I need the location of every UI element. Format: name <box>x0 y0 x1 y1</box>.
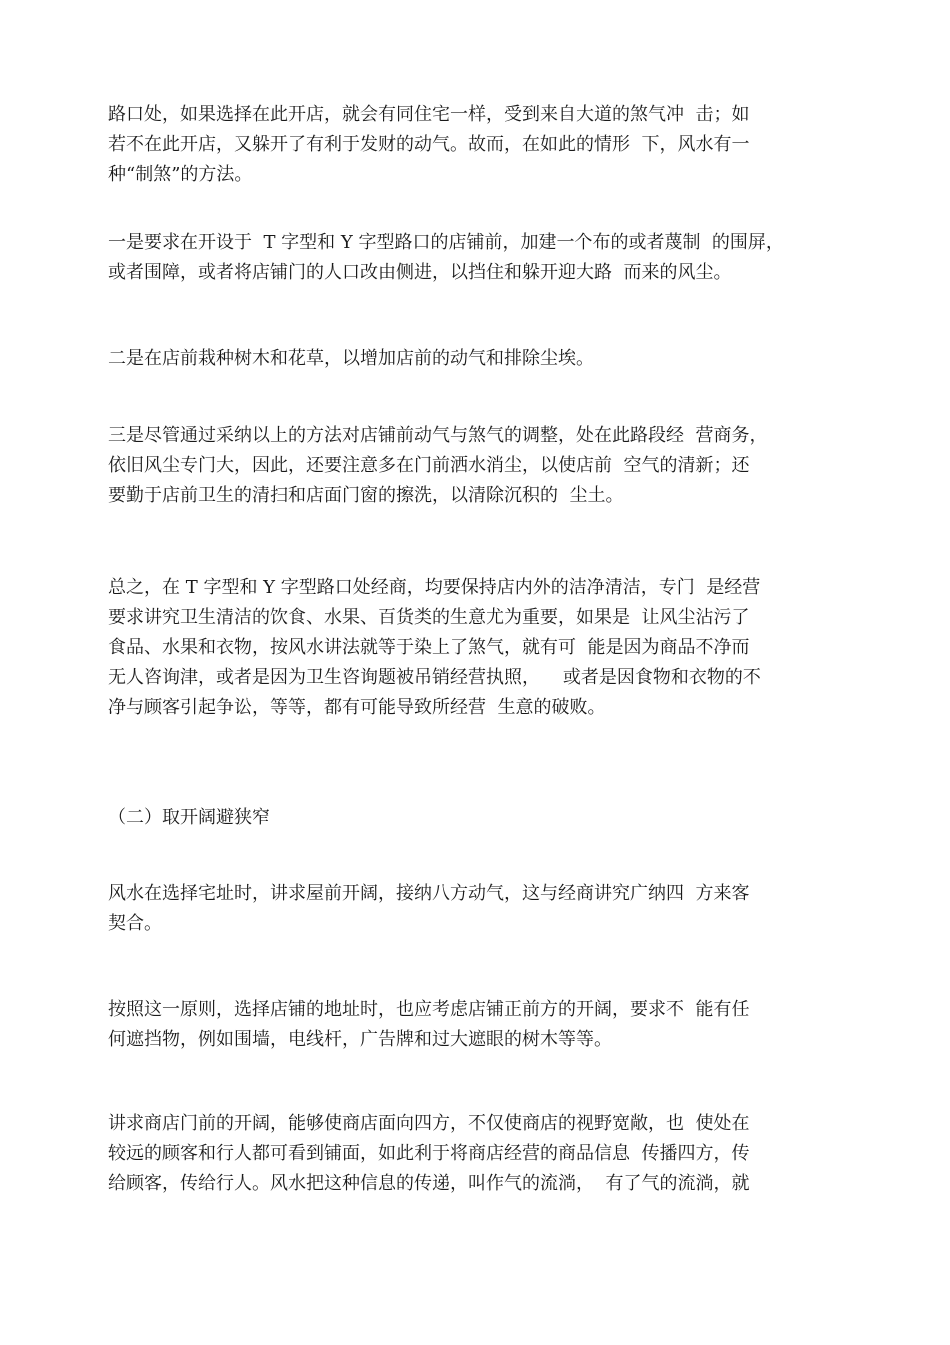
text-line: 较远的顾客和行人都可看到铺面，如此利于将商店经营的商品信息 传播四方，传 <box>108 1143 750 1164</box>
paragraph-method-one <box>108 228 848 288</box>
paragraph-open-front <box>108 879 848 939</box>
paragraph-method-two <box>108 344 848 374</box>
heading-line: （二）取开阔避狭窄 <box>108 807 270 828</box>
text-line: 要求讲究卫生清洁的饮食、水果、百货类的生意尤为重要，如果是 让风尘沾污了 <box>108 607 750 628</box>
paragraph-principle <box>108 995 848 1055</box>
text-line: 风水在选择宅址时，讲求屋前开阔，接纳八方动气，这与经商讲究广纳四 方来客 <box>108 883 750 904</box>
paragraph-intro-crossroad <box>108 100 848 190</box>
text-line: 按照这一原则，选择店铺的地址时，也应考虑店铺正前方的开阔，要求不 能有任 <box>108 999 750 1020</box>
text-line: 何遮挡物，例如围墙，电线杆，广告牌和过大遮眼的树木等等。 <box>108 1029 612 1050</box>
text-line: 总之，在 T 字型和 Y 字型路口处经商，均要保持店内外的洁净清洁，专门 是经营 <box>108 577 761 598</box>
text-line: 无人咨询津，或者是因为卫生咨询题被吊销经营执照， 或者是因食物和衣物的不 <box>108 667 761 688</box>
paragraph-method-three <box>108 421 848 511</box>
text-line: 讲求商店门前的开阔，能够使商店面向四方，不仅使商店的视野宽敞，也 使处在 <box>108 1113 750 1134</box>
text-line: 种“制煞”的方法。 <box>108 164 253 185</box>
text-line: 要勤于店前卫生的清扫和店面门窗的擦洗，以清除沉积的 尘土。 <box>108 485 624 506</box>
text-line: 二是在店前栽种树木和花草，以增加店前的动气和排除尘埃。 <box>108 348 594 369</box>
text-line: 三是尽管通过采纳以上的方法对店铺前动气与煞气的调整，处在此路段经 营商务， <box>108 425 768 446</box>
text-line: 给顾客，传给行人。风水把这种信息的传递，叫作气的流淌， 有了气的流淌，就 <box>108 1173 750 1194</box>
text-line: 一是要求在开设于 T 字型和 Y 字型路口的店铺前，加建一个布的或者蔑制 的围屏， <box>108 232 784 253</box>
text-line: 依旧风尘专门大，因此，还要注意多在门前洒水消尘，以使店前 空气的清新；还 <box>108 455 750 476</box>
paragraph-summary <box>108 573 848 723</box>
text-line: 或者围障，或者将店铺门的人口改由侧进，以挡住和躲开迎大路 而来的风尘。 <box>108 262 732 283</box>
text-line: 净与顾客引起争讼，等等，都有可能导致所经营 生意的破败。 <box>108 697 606 718</box>
text-line: 食品、水果和衣物，按风水讲法就等于染上了煞气，就有可 能是因为商品不净而 <box>108 637 750 658</box>
paragraph-visibility <box>108 1109 848 1199</box>
text-line: 路口处，如果选择在此开店，就会有同住宅一样，受到来自大道的煞气冲 击；如 <box>108 104 750 125</box>
text-line: 契合。 <box>108 913 162 934</box>
text-line: 若不在此开店，又躲开了有利于发财的动气。故而，在如此的情形 下，风水有一 <box>108 134 750 155</box>
section-heading <box>108 803 848 833</box>
